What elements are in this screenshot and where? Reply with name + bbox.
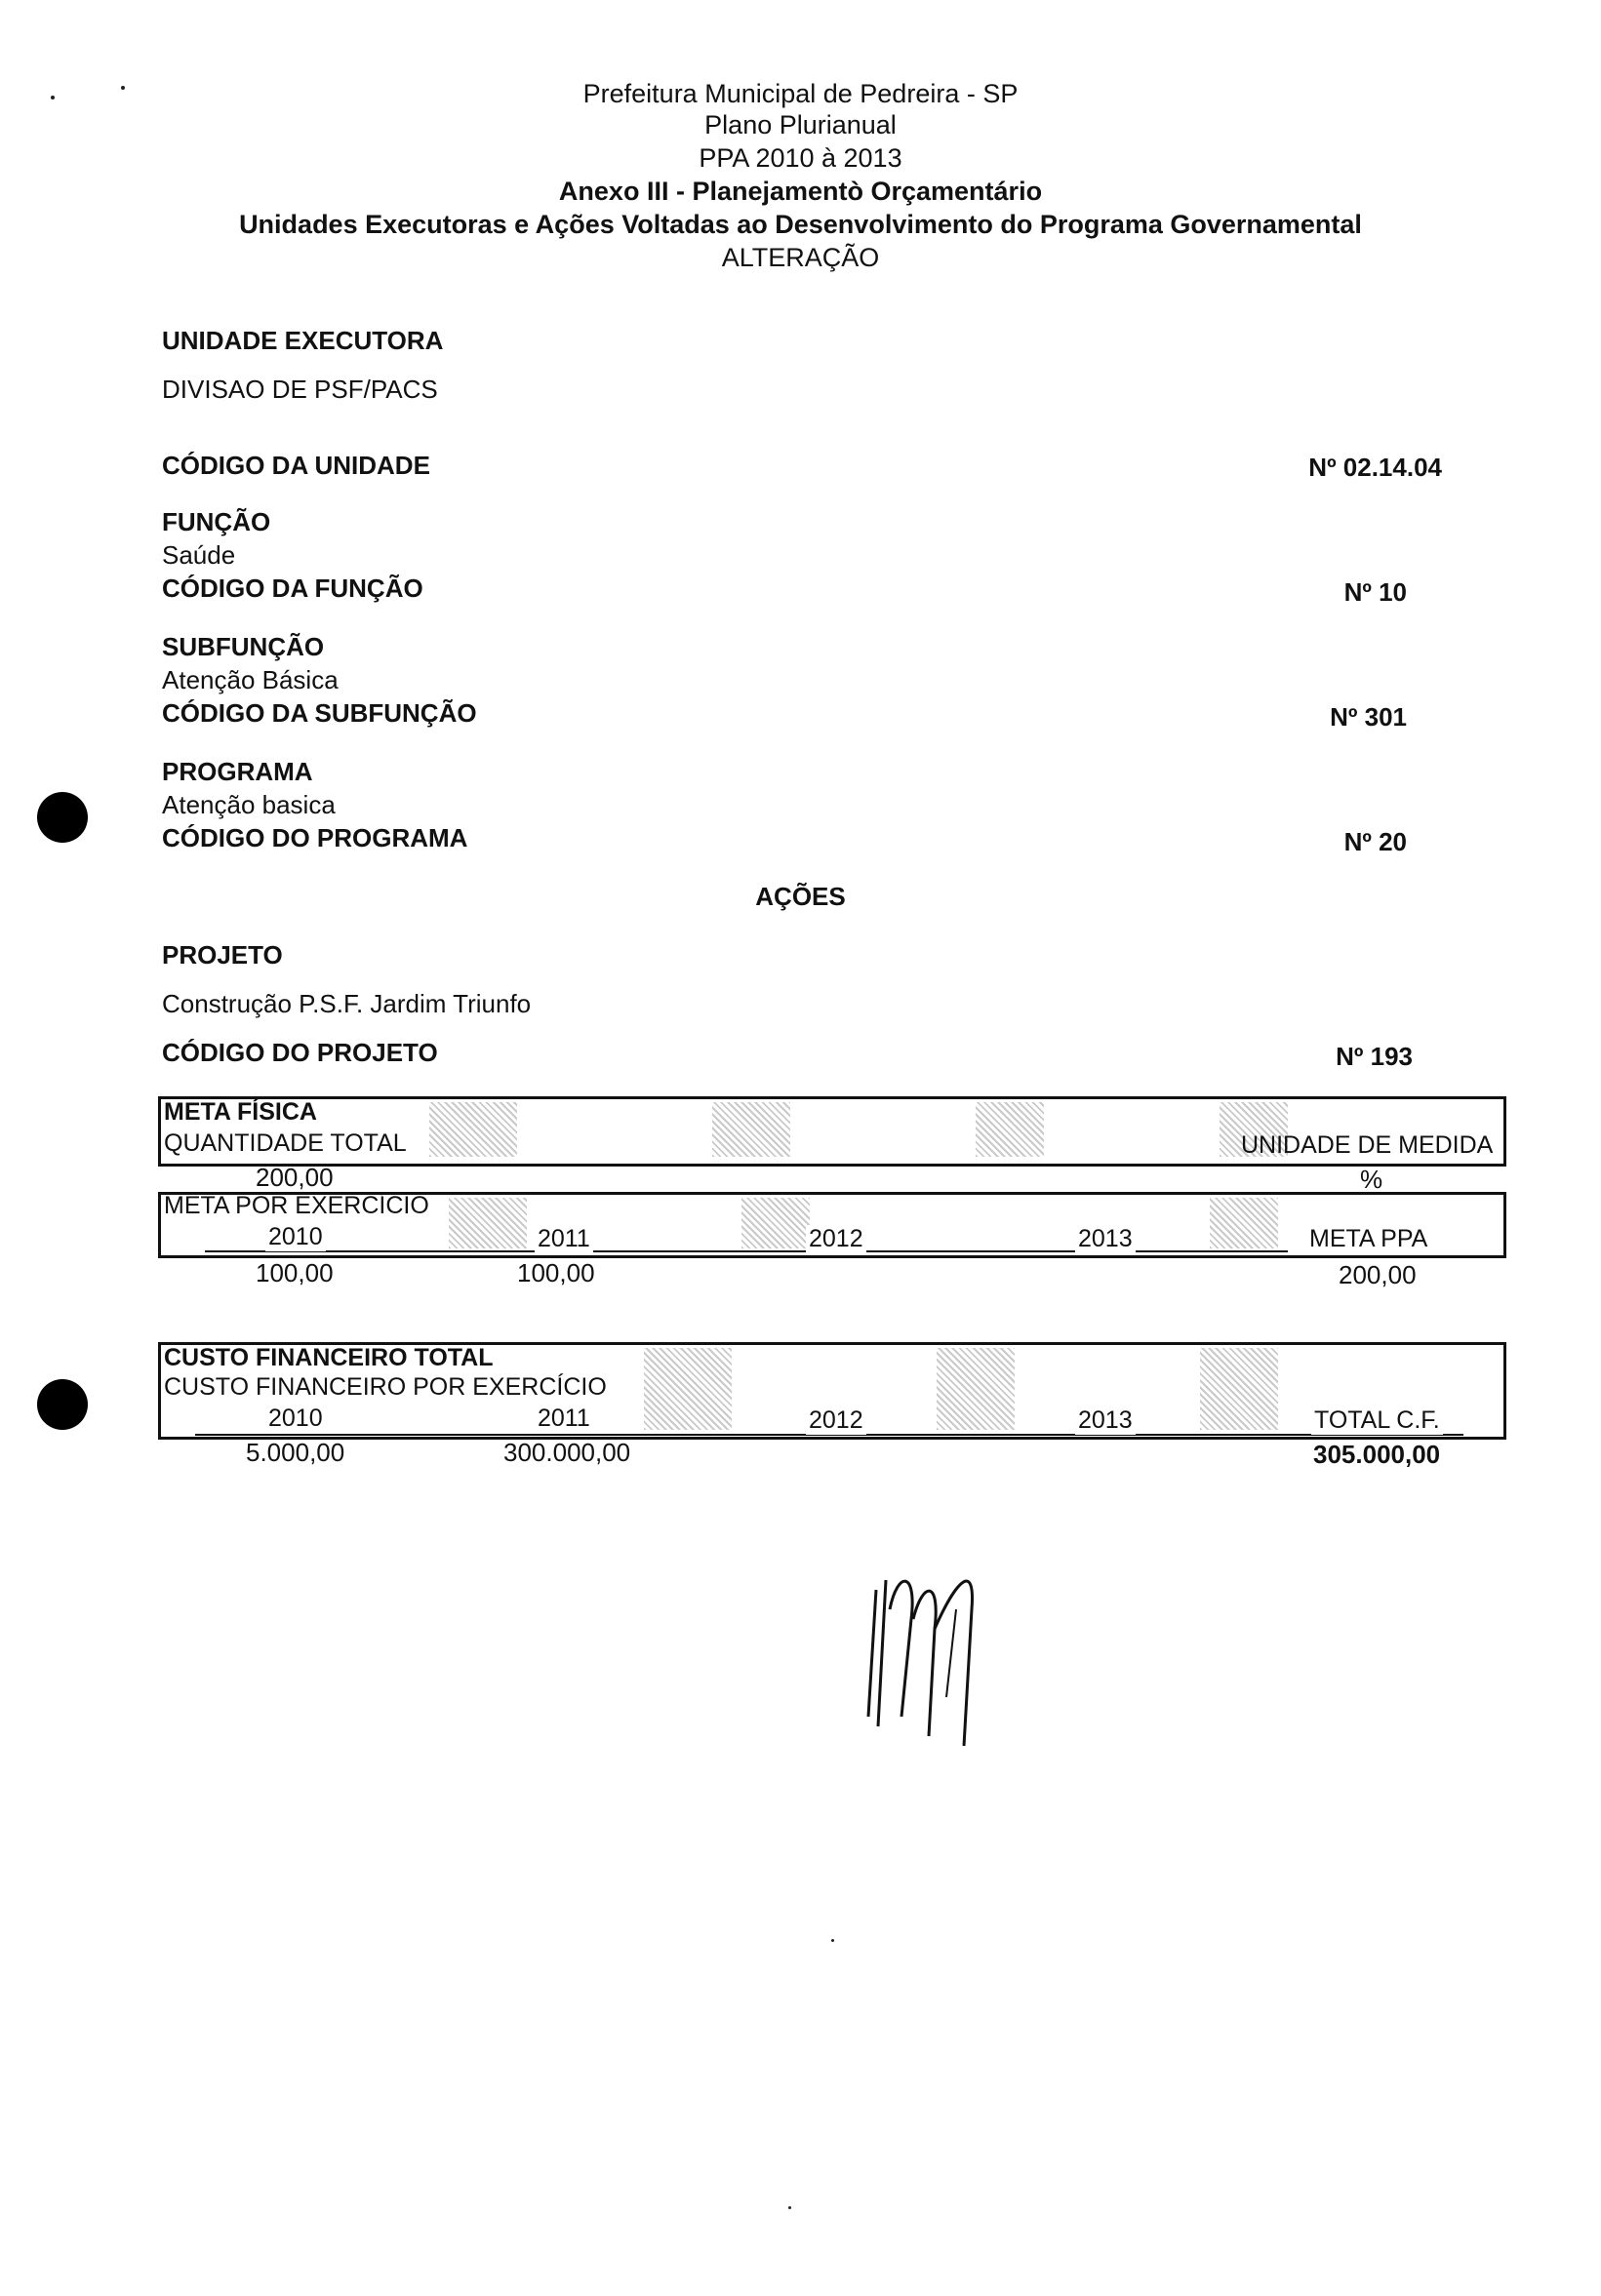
- unidade-code-label: CÓDIGO DA UNIDADE: [162, 451, 430, 480]
- speck: [788, 2206, 791, 2209]
- punch-hole-top: [37, 792, 88, 843]
- subfuncao-code: Nº 301: [1330, 702, 1407, 732]
- meta-qty-label: QUANTIDADE TOTAL: [164, 1129, 407, 1157]
- projeto-code: Nº 193: [1336, 1042, 1413, 1071]
- meta-year-2012: 2012: [806, 1225, 866, 1253]
- custo-value-2010: 5.000,00: [246, 1438, 345, 1467]
- custo-total-value: 305.000,00: [1313, 1440, 1441, 1469]
- header-alteration: ALTERAÇÃO: [721, 243, 880, 272]
- scan-shading: [712, 1102, 790, 1157]
- acoes-title: AÇÕES: [755, 882, 846, 911]
- meta-qty-value: 200,00: [256, 1163, 334, 1192]
- custo-year-2013: 2013: [1075, 1406, 1136, 1435]
- scan-shading: [449, 1198, 527, 1248]
- header-municipality: Prefeitura Municipal de Pedreira - SP: [582, 79, 1019, 108]
- meta-value-2011: 100,00: [517, 1258, 595, 1287]
- scan-shading: [1210, 1198, 1278, 1248]
- custo-exercicio-label: CUSTO FINANCEIRO POR EXERCÍCIO: [164, 1373, 607, 1401]
- custo-year-2010: 2010: [265, 1405, 326, 1433]
- subfuncao-code-label: CÓDIGO DA SUBFUNÇÃO: [162, 698, 477, 728]
- signature: [839, 1551, 995, 1765]
- subfuncao-value: Atenção Básica: [162, 665, 339, 694]
- meta-exercicio-label: META POR EXERCÍCIO: [164, 1192, 429, 1219]
- projeto-value: Construção P.S.F. Jardim Triunfo: [162, 989, 532, 1018]
- meta-ppa-value: 200,00: [1339, 1260, 1417, 1289]
- unidade-code: Nº 02.14.04: [1308, 453, 1442, 482]
- scan-shading: [976, 1102, 1044, 1157]
- programa-code-label: CÓDIGO DO PROGRAMA: [162, 823, 468, 852]
- custo-total-label: TOTAL C.F.: [1311, 1406, 1443, 1435]
- funcao-code-label: CÓDIGO DA FUNÇÃO: [162, 574, 423, 603]
- funcao-value: Saúde: [162, 540, 236, 570]
- header-annex: Anexo III - Planejamentò Orçamentário: [558, 177, 1043, 206]
- punch-hole-bottom: [37, 1379, 88, 1430]
- programa-code: Nº 20: [1343, 827, 1407, 856]
- meta-year-2010: 2010: [265, 1223, 326, 1251]
- subfuncao-label: SUBFUNÇÃO: [162, 632, 325, 661]
- projeto-code-label: CÓDIGO DO PROJETO: [162, 1038, 438, 1067]
- meta-fisica-title: META FÍSICA: [164, 1098, 317, 1126]
- meta-ppa-label: META PPA: [1309, 1225, 1428, 1252]
- custo-title: CUSTO FINANCEIRO TOTAL: [164, 1344, 494, 1371]
- unidade-label: UNIDADE EXECUTORA: [162, 326, 444, 355]
- meta-year-2013: 2013: [1075, 1225, 1136, 1253]
- scan-shading: [644, 1348, 732, 1430]
- speck: [831, 1939, 834, 1942]
- meta-year-2011: 2011: [535, 1225, 593, 1253]
- header-period: PPA 2010 à 2013: [699, 143, 902, 173]
- custo-year-2011: 2011: [535, 1405, 593, 1433]
- projeto-label: PROJETO: [162, 940, 283, 970]
- funcao-label: FUNÇÃO: [162, 507, 271, 536]
- programa-value: Atenção basica: [162, 790, 336, 819]
- meta-unit-value: %: [1360, 1165, 1383, 1194]
- header-subtitle: Unidades Executoras e Ações Voltadas ao Desenvolvimento do Programa Governamental: [239, 210, 1362, 239]
- funcao-code: Nº 10: [1343, 577, 1407, 607]
- unidade-value: DIVISAO DE PSF/PACS: [162, 375, 438, 404]
- scan-shading: [741, 1198, 810, 1248]
- scan-shading: [937, 1348, 1015, 1430]
- custo-year-2012: 2012: [806, 1406, 866, 1435]
- meta-unit-label: UNIDADE DE MEDIDA: [1241, 1131, 1494, 1159]
- meta-value-2010: 100,00: [256, 1258, 334, 1287]
- scan-shading: [1200, 1348, 1278, 1430]
- header-plan: Plano Plurianual: [704, 110, 897, 139]
- custo-value-2011: 300.000,00: [503, 1438, 631, 1467]
- scan-shading: [429, 1102, 517, 1157]
- programa-label: PROGRAMA: [162, 757, 313, 786]
